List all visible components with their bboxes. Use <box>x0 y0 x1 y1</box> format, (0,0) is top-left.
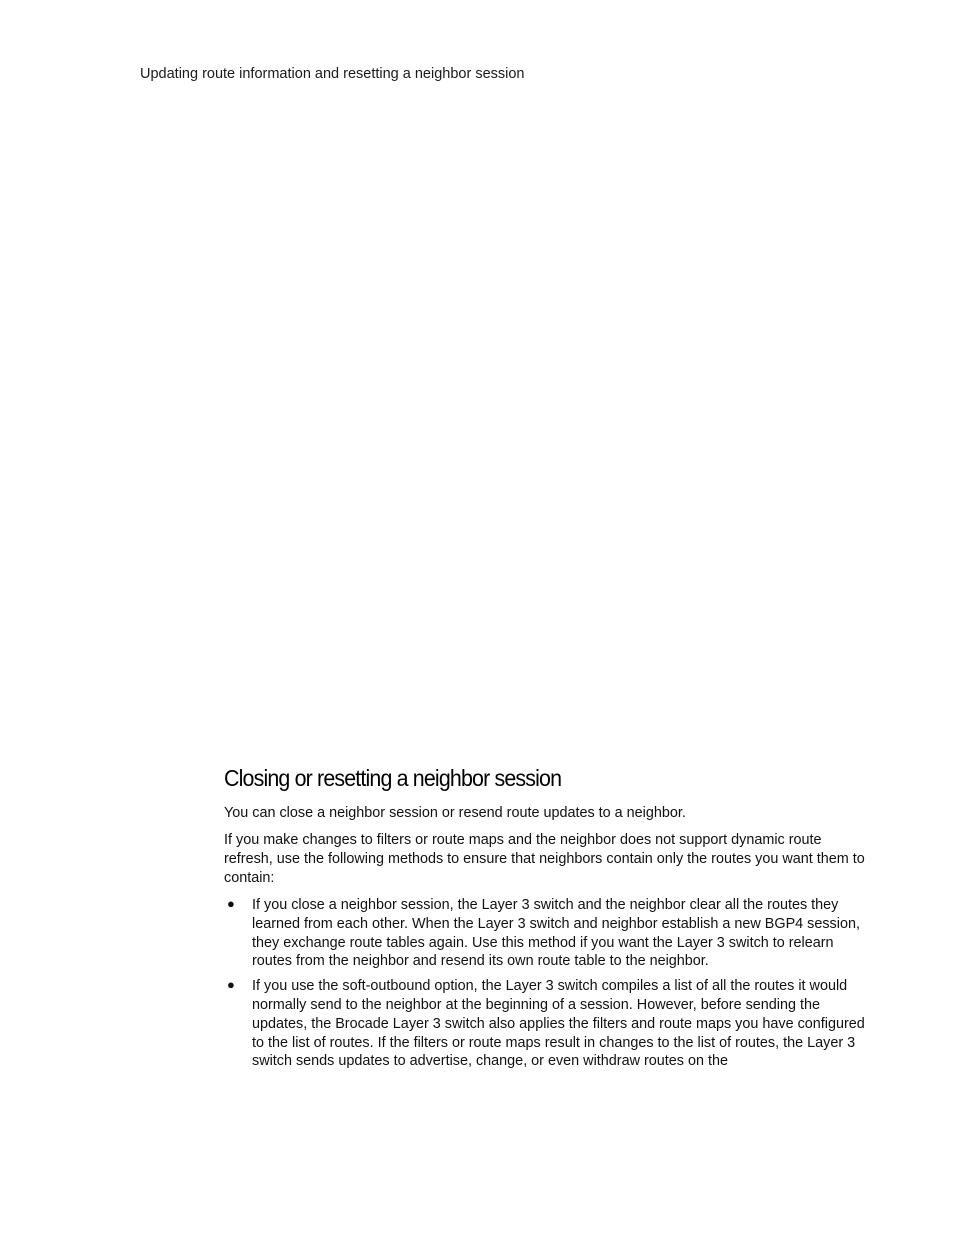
section-closing-resetting <box>224 764 869 1077</box>
list-item-text: If you close a neighbor session, the Layer 3 switch and the neighbor clear all the routes they learned from each other. When the Layer 3 switch and neighbor establish a new BGP4 session, they exchange route tables again. Use this method if you want the Layer 3 switch to relearn routes from the neighbor and resend its own route table to the neighbor. <box>252 897 860 970</box>
intro-paragraph: You can close a neighbor session or resend route updates to a neighbor. <box>224 805 686 821</box>
running-header: Updating route information and resetting a neighbor session <box>140 66 525 82</box>
bullet-icon: ● <box>227 896 235 911</box>
list-item <box>224 896 869 971</box>
methods-paragraph: If you make changes to filters or route maps and the neighbor does not support dynamic route refresh, use the following methods to ensure that neighbors contain only the routes you want them to contain: <box>224 832 865 886</box>
list-item-text: If you use the soft-outbound option, the Layer 3 switch compiles a list of all the routes it would normally send to the neighbor at the beginning of a session. However, before sending the updates, the Brocade Layer 3 switch also applies the filters and route maps you have configured to the list of routes. If the filters or route maps result in changes to the list of routes, the Layer 3 switch sends updates to advertise, change, or even withdraw routes on the <box>252 978 865 1070</box>
list-item <box>224 977 869 1071</box>
section-title: Closing or resetting a neighbor session <box>224 765 562 791</box>
bullet-icon: ● <box>227 977 235 993</box>
methods-list <box>224 896 869 1071</box>
